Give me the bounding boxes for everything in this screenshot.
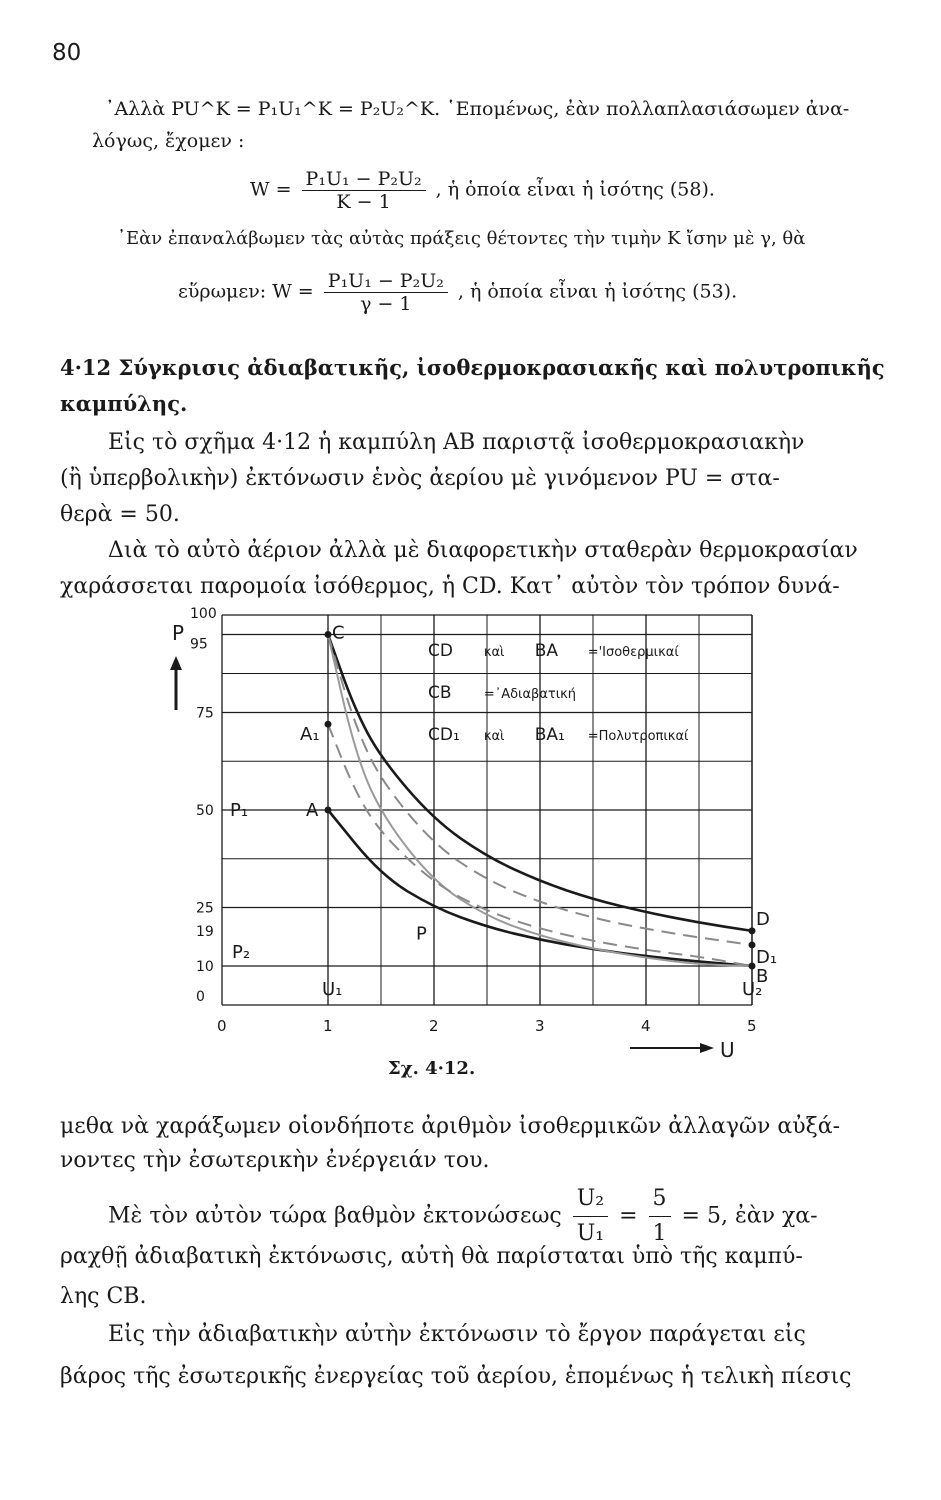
fraction-numerator: P₁U₁ − P₂U₂	[324, 270, 448, 293]
equation-58	[250, 168, 715, 213]
point-label: D	[756, 908, 770, 930]
fraction-denominator: γ − 1	[360, 293, 412, 315]
intro-line-1	[105, 98, 849, 120]
after-line-7: βάρος τῆς ἐσωτερικῆς ἐνεργείας τοῦ ἀερίου, ἑπομένως ἡ τελικὴ πίεσις	[60, 1364, 852, 1389]
section-number: 4·12	[60, 355, 112, 380]
point-marker	[749, 927, 756, 934]
point-label: U₁	[322, 979, 343, 1000]
legend-cell: BA₁	[534, 725, 565, 745]
figure-4-12-chart	[160, 606, 778, 1062]
legend-cell: CD₁	[428, 725, 460, 745]
figure-caption: Σχ. 4·12.	[388, 1058, 476, 1079]
body-line-4: Διὰ τὸ αὐτὸ ἀέριον ἀλλὰ μὲ διαφορετικὴν σταθερὰν θερμοκρασίαν	[108, 538, 858, 563]
x-axis-label: U	[720, 1038, 735, 1062]
x-tick-label: 0	[217, 1017, 227, 1035]
point-label: C	[332, 622, 345, 644]
body-line-3: θερὰ = 50.	[60, 502, 180, 527]
intro-prefix: ᾿Αλλὰ	[105, 98, 172, 120]
point-marker	[325, 721, 332, 728]
legend-cell: καὶ	[483, 729, 505, 744]
legend-cell: BA	[534, 641, 558, 661]
equation-53	[178, 270, 737, 315]
body-line-5: χαράσσεται παρομοία ἰσόθερμος, ἡ CD. Κατ᾿ αὐτὸν τὸν τρόπον δυνά-	[60, 574, 840, 599]
equation-fraction	[302, 168, 426, 213]
intro-suffix: . ῾Επομένως, ἐὰν πολλαπλασιάσωμεν ἀνα-	[434, 98, 850, 120]
after-line-2: νοντες τὴν ἐσωτερικὴν ἐνέργειάν του.	[60, 1148, 490, 1173]
after-line-5: λης CB.	[60, 1284, 147, 1309]
x-tick-label: 3	[535, 1017, 545, 1035]
after-line-4: ραχθῇ ἀδιαβατικὴ ἐκτόνωσις, αὐτὴ θὰ παρίσταται ὑπὸ τῆς καμπύ-	[60, 1244, 803, 1269]
body-line-1: Εἰς τὸ σχῆμα 4·12 ἡ καμπύλη AB παριστᾷ ἰσοθερμοκρασιακὴν	[108, 430, 805, 455]
eq3-num-2: 5	[649, 1182, 671, 1217]
point-label: U₂	[742, 979, 763, 1000]
point-label: P	[416, 923, 427, 945]
equation-tail: , ἡ ὁποία εἶναι ἡ ἰσότης (53).	[457, 280, 738, 303]
point-marker	[749, 963, 756, 970]
legend-cell: CD	[428, 641, 453, 661]
fraction-numerator: P₁U₁ − P₂U₂	[302, 168, 426, 191]
x-tick-label: 5	[747, 1017, 757, 1035]
y-tick-label: 19	[196, 923, 214, 940]
y-tick-label: 10	[196, 959, 214, 975]
chart-legend	[428, 641, 689, 745]
x-tick-label: 2	[429, 1017, 439, 1035]
eq3-den-1: U₁	[576, 1221, 605, 1246]
section-heading	[60, 350, 885, 422]
point-marker	[325, 631, 332, 638]
y-tick-label: 25	[196, 900, 214, 917]
after-line-1: μεθα νὰ χαράξωμεν οἱονδήποτε ἀριθμὸν ἰσοθερμικῶν ἀλλαγῶν αὐξά-	[60, 1114, 841, 1139]
point-label: A₁	[300, 724, 320, 746]
after-line-6: Εἰς τὴν ἀδιαβατικὴν αὐτὴν ἐκτόνωσιν τὸ ἔργον παράγεται εἰς	[108, 1322, 806, 1347]
chart-grid	[222, 615, 752, 1005]
eq3-den-2: 1	[652, 1221, 667, 1246]
eq3-num-1: U₂	[573, 1182, 608, 1217]
eq3-tail: = 5, ἐὰν χα-	[681, 1203, 818, 1229]
equation-prefix: εὕρωμεν: W =	[178, 280, 314, 303]
fraction-denominator: K − 1	[336, 191, 391, 213]
eq3-prefix: Μὲ τὸν αὐτὸν τώρα βαθμὸν ἐκτονώσεως	[108, 1203, 562, 1229]
x-axis-arrowhead	[700, 1043, 714, 1053]
section-title-line-1: Σύγκρισις ἀδιαβατικῆς, ἰσοθερμοκρασιακῆς καὶ πολυτροπικῆς	[118, 355, 885, 380]
point-label: P₂	[232, 942, 251, 963]
equation-lhs: W =	[250, 178, 292, 201]
paragraph-repeat-operations: ᾿Εὰν ἐπαναλάβωμεν τὰς αὐτὰς πράξεις θέτοντες τὴν τιμὴν K ἴσην μὲ γ, θὰ	[117, 228, 806, 249]
equation-fraction	[324, 270, 448, 315]
y-tick-label: 95	[190, 636, 208, 653]
point-label: P₁	[230, 800, 249, 821]
y-axis-label: P	[172, 621, 185, 645]
x-tick-label: 1	[323, 1017, 333, 1035]
intro-line-2: λόγως, ἔχομεν :	[92, 130, 245, 152]
legend-cell: ='Ισοθερμικαί	[587, 645, 679, 660]
chart-point-labels	[230, 623, 777, 1001]
intro-equation: PU^K = P₁U₁^K = P₂U₂^K	[171, 98, 435, 120]
y-tick-label: 50	[196, 803, 214, 819]
point-label: D₁	[756, 946, 778, 968]
point-marker	[749, 941, 756, 948]
equation-tail: , ἡ ὁποία εἶναι ἡ ἰσότης (58).	[435, 178, 715, 201]
point-label: B	[756, 966, 769, 987]
section-title-line-2: καμπύλης.	[60, 391, 188, 416]
chart-ticks	[190, 606, 757, 1035]
y-tick-label: 0	[196, 989, 205, 1005]
legend-cell: =᾿Αδιαβατική	[483, 687, 577, 702]
y-axis-arrowhead	[170, 656, 182, 670]
eq3-equals: =	[619, 1203, 638, 1229]
legend-cell: CB	[428, 683, 452, 703]
page-number: 80	[52, 40, 82, 66]
point-marker	[325, 807, 332, 814]
legend-cell: καὶ	[483, 645, 505, 660]
y-tick-label: 75	[196, 705, 214, 722]
x-tick-label: 4	[641, 1017, 651, 1035]
y-tick-label: 100	[190, 606, 217, 622]
body-line-2: (ἢ ὑπερβολικὴν) ἐκτόνωσιν ἑνὸς ἀερίου μὲ γινόμενον PU = στα-	[60, 466, 780, 491]
legend-cell: =Πολυτροπικαί	[587, 729, 689, 744]
point-label: A	[306, 800, 319, 821]
